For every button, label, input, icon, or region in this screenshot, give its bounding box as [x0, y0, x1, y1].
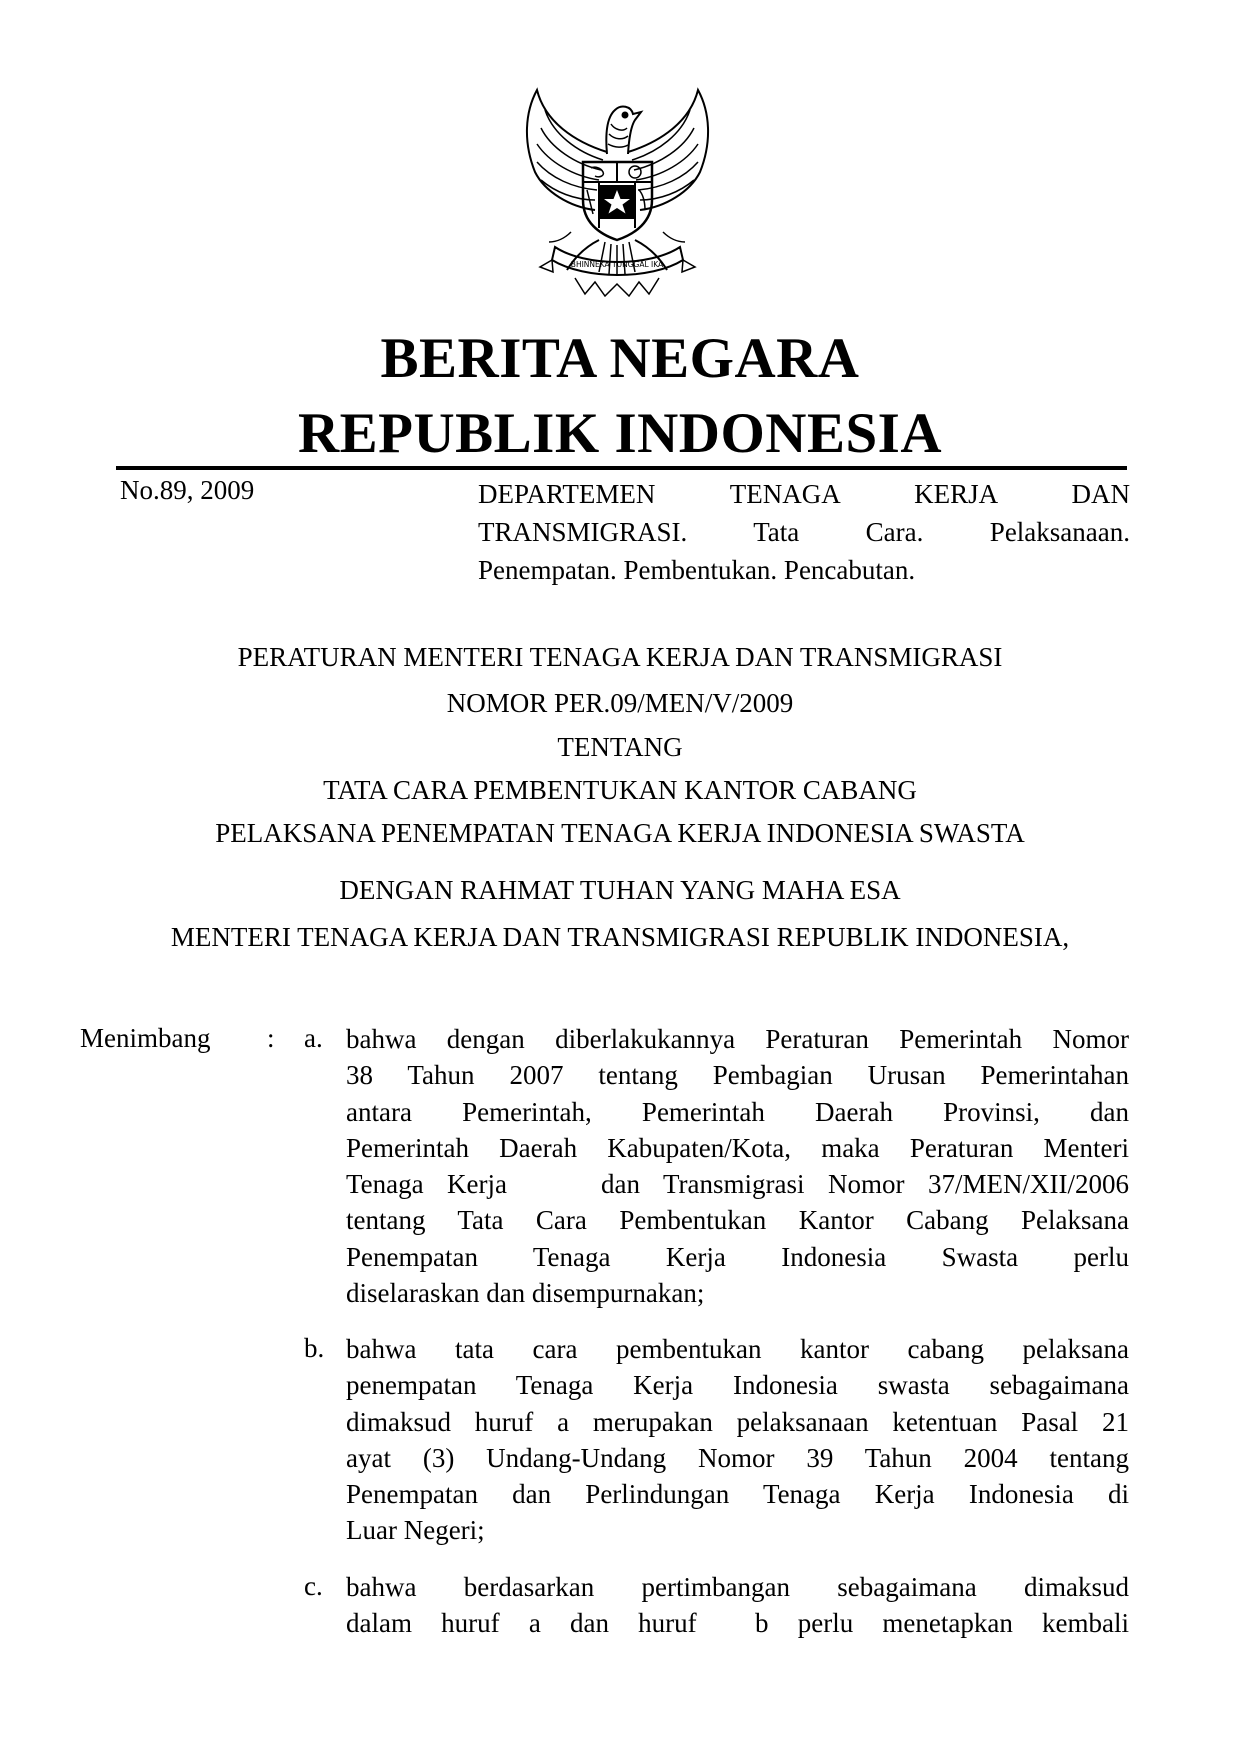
preamble-line: MENTERI TENAGA KERJA DAN TRANSMIGRASI REPUBLIK INDONESIA, [170, 922, 1070, 952]
considering-item-c [346, 1569, 1129, 1642]
text-line: dalam huruf a dan huruf b perlu menetapkan kembali [346, 1608, 1129, 1639]
text-line: dimaksud huruf a merupakan pelaksanaan ketentuan Pasal 21 [346, 1406, 1129, 1437]
regulation-number: NOMOR PER.09/MEN/V/2009 [446, 688, 794, 718]
text-line: antara Pemerintah, Pemerintah Daerah Provinsi, dan [346, 1096, 1129, 1127]
item-letter: b. [304, 1333, 325, 1363]
regulation-about: TENTANG [557, 732, 683, 762]
text-line: ayat (3) Undang-Undang Nomor 39 Tahun 2004 tentang [346, 1442, 1129, 1473]
considering-item-a [346, 1021, 1129, 1311]
text-line: Penempatan dan Perlindungan Tenaga Kerja Indonesia di [346, 1479, 1129, 1510]
dept-line: TRANSMIGRASI. Tata Cara. Pelaksanaan. [478, 517, 1130, 547]
text-line: Tenaga Kerja dan Transmigrasi Nomor 37/MEN/XII/2006 [346, 1169, 1129, 1200]
preamble-line: DENGAN RAHMAT TUHAN YANG MAHA ESA [339, 875, 901, 905]
regulation-title: PERATURAN MENTERI TENAGA KERJA DAN TRANSMIGRASI [237, 642, 1003, 672]
department-keywords [478, 475, 1130, 589]
item-letter: a. [304, 1023, 323, 1053]
dept-line: DEPARTEMEN TENAGA KERJA DAN [478, 479, 1130, 509]
text-line: Luar Negeri; [346, 1515, 485, 1546]
considering-colon: : [267, 1023, 275, 1053]
text-line: 38 Tahun 2007 tentang Pembagian Urusan Pemerintahan [346, 1060, 1129, 1091]
motto-text: BHINNEKA TUNGGAL IKA [570, 260, 664, 269]
gazette-title: BERITA NEGARA [380, 327, 860, 390]
item-letter: c. [304, 1571, 323, 1601]
regulation-subject: TATA CARA PEMBENTUKAN KANTOR CABANG [323, 775, 917, 805]
gazette-number: No.89, 2009 [120, 475, 255, 505]
text-line: Pemerintah Daerah Kabupaten/Kota, maka Peraturan Menteri [346, 1132, 1129, 1163]
regulation-subject: PELAKSANA PENEMPATAN TENAGA KERJA INDONESIA SWASTA [215, 818, 1025, 848]
text-line: bahwa tata cara pembentukan kantor cabang pelaksana [346, 1334, 1129, 1364]
text-line: bahwa dengan diberlakukannya Peraturan Pemerintah Nomor [346, 1024, 1129, 1054]
garuda-emblem-icon [515, 82, 720, 297]
text-line: bahwa berdasarkan pertimbangan sebagaimana dimaksud [346, 1572, 1129, 1602]
text-line: tentang Tata Cara Pembentukan Kantor Cabang Pelaksana [346, 1205, 1129, 1236]
text-line: penempatan Tenaga Kerja Indonesia swasta sebagaimana [346, 1370, 1129, 1401]
gazette-subtitle: REPUBLIK INDONESIA [297, 402, 943, 465]
considering-item-b [346, 1331, 1129, 1549]
considering-label: Menimbang [80, 1023, 211, 1053]
text-line: Penempatan Tenaga Kerja Indonesia Swasta perlu [346, 1241, 1129, 1272]
text-line: diselaraskan dan disempurnakan; [346, 1278, 705, 1309]
header-divider [116, 466, 1127, 470]
dept-line: Penempatan. Pembentukan. Pencabutan. [478, 555, 916, 585]
